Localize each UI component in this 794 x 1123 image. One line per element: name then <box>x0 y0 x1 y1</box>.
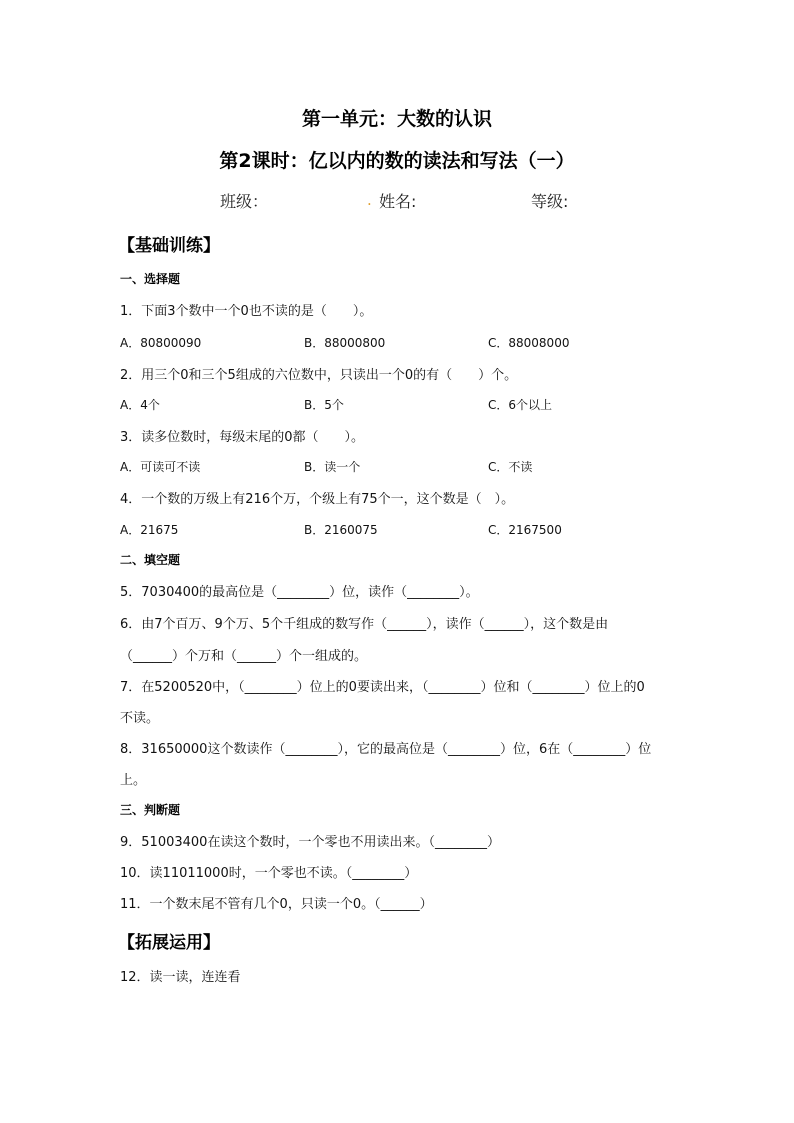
q3-option-a: A．可读可不读 <box>120 460 201 474</box>
q3-option-c: C．不读 <box>488 460 533 474</box>
question-11: 11．一个数末尾不管有几个0，只读一个0。（______） <box>120 897 433 912</box>
name-label: 姓名: <box>379 192 417 211</box>
subsection-judge: 三、判断题 <box>120 803 181 817</box>
dot-mark: . <box>367 191 372 209</box>
question-2: 2．用三个0和三个5组成的六位数中，只读出一个0的有（ ）个。 <box>120 368 518 383</box>
q2-option-a: A．4个 <box>120 398 160 412</box>
q2-option-b: B．5个 <box>304 398 344 412</box>
section-basic-training: 【基础训练】 <box>118 236 220 256</box>
question-1: 1．下面3个数中一个0也不读的是（ ）。 <box>120 304 373 319</box>
q1-option-b: B．88000800 <box>304 336 386 350</box>
section-extension: 【拓展运用】 <box>118 933 220 953</box>
question-6-line-2: （______）个万和（______）个一组成的。 <box>120 649 368 664</box>
question-3: 3．读多位数时，每级末尾的0都（ ）。 <box>120 430 365 445</box>
question-7-line-2: 不读。 <box>120 711 160 726</box>
grade-label: 等级: <box>531 192 569 211</box>
question-10: 10．读11011000时，一个零也不读。（________） <box>120 866 418 881</box>
subsection-fill: 二、填空题 <box>120 553 181 567</box>
question-8-line-2: 上。 <box>120 773 147 788</box>
q4-option-b: B．2160075 <box>304 523 378 537</box>
question-7-line-1: 7．在5200520中，（________）位上的0要读出来，（________）位和（________）位上的0 <box>120 680 645 695</box>
question-5: 5．7030400的最高位是（________）位，读作（________）。 <box>120 585 479 600</box>
question-12: 12．读一读，连连看 <box>120 970 241 985</box>
unit-title: 第一单元：大数的认识 <box>301 108 492 130</box>
q4-option-a: A．21675 <box>120 523 179 537</box>
q4-option-c: C．2167500 <box>488 523 562 537</box>
q1-option-c: C．88008000 <box>488 336 570 350</box>
question-8-line-1: 8．31650000这个数读作（________），它的最高位是（________）位，6在（________）位 <box>120 742 652 757</box>
lesson-title: 第2课时：亿以内的数的读法和写法（一） <box>219 150 575 172</box>
q1-option-a: A．80800090 <box>120 336 202 350</box>
q2-option-c: C．6个以上 <box>488 398 553 412</box>
question-6-line-1: 6．由7个百万、9个万、5个千组成的数写作（______），读作（______），这个数是由 <box>120 617 609 632</box>
subsection-choice: 一、选择题 <box>120 272 181 286</box>
class-label: 班级： <box>220 192 269 211</box>
question-4: 4．一个数的万级上有216个万，个级上有75个一，这个数是（ ）。 <box>120 492 515 507</box>
q3-option-b: B．读一个 <box>304 460 361 474</box>
question-9: 9．51003400在读这个数时，一个零也不用读出来。（________） <box>120 835 500 850</box>
